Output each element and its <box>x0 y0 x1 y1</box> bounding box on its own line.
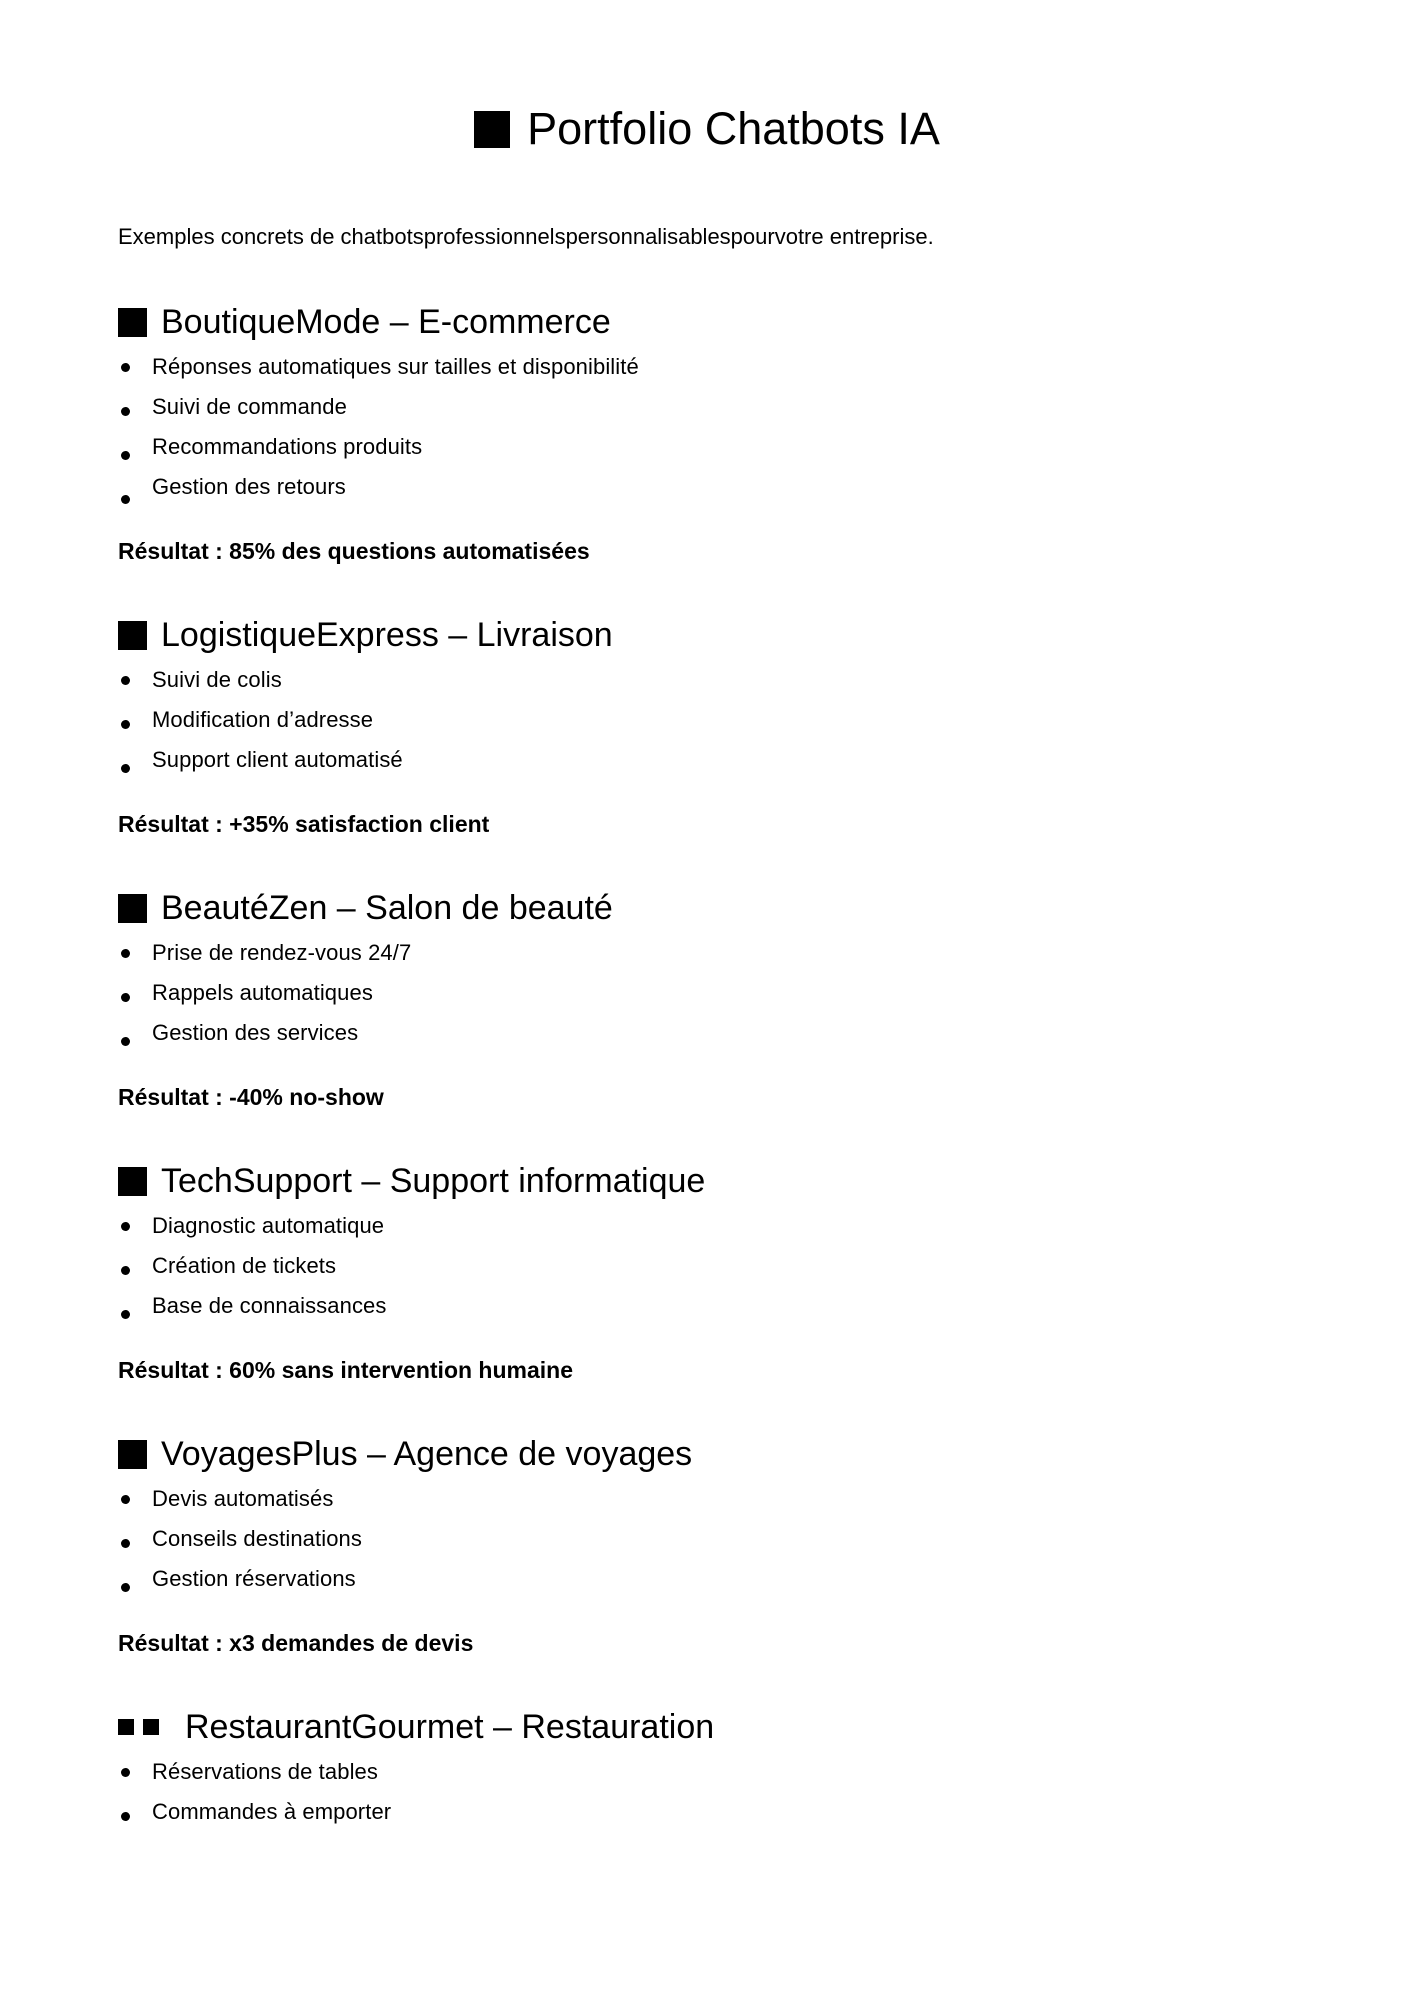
section-result: Résultat : 85% des questions automatisées <box>118 538 590 564</box>
bullet-item: Prise de rendez-vous 24/7 <box>118 941 1296 964</box>
section-marker <box>118 308 147 337</box>
section-result: Résultat : 60% sans intervention humaine <box>118 1357 574 1383</box>
square-icon <box>118 894 147 923</box>
portfolio-section <box>118 1708 1296 1823</box>
bullet-item: Recommandations produits <box>118 435 1296 458</box>
section-heading-text: VoyagesPlus – Agence de voyages <box>161 1435 693 1473</box>
bullet-item: Base de connaissances <box>118 1294 1296 1317</box>
bullet-item: Diagnostic automatique <box>118 1214 1296 1237</box>
portfolio-section <box>118 889 1296 1110</box>
section-bullet-list <box>118 355 1296 498</box>
section-marker <box>118 1167 147 1196</box>
bullet-item: Réservations de tables <box>118 1760 1296 1783</box>
bullet-item: Devis automatisés <box>118 1487 1296 1510</box>
bullet-item: Suivi de commande <box>118 395 1296 418</box>
page-title <box>118 0 1296 155</box>
section-result: Résultat : -40% no-show <box>118 1084 384 1110</box>
section-bullet-list <box>118 1487 1296 1590</box>
section-marker <box>118 1440 147 1469</box>
bullet-item: Gestion des services <box>118 1021 1296 1044</box>
portfolio-section <box>118 616 1296 837</box>
section-heading <box>118 1162 1296 1200</box>
bullet-item: Modification d’adresse <box>118 708 1296 731</box>
section-marker <box>118 621 147 650</box>
section-heading-text: TechSupport – Support informatique <box>161 1162 706 1200</box>
section-marker <box>118 1719 159 1735</box>
square-icon <box>118 1167 147 1196</box>
section-heading-text: RestaurantGourmet – Restauration <box>185 1708 715 1746</box>
square-icon <box>118 308 147 337</box>
section-heading-text: BeautéZen – Salon de beauté <box>161 889 613 927</box>
bullet-item: Conseils destinations <box>118 1527 1296 1550</box>
section-heading-text: BoutiqueMode – E-commerce <box>161 303 611 341</box>
bullet-item: Commandes à emporter <box>118 1800 1296 1823</box>
section-heading <box>118 889 1296 927</box>
bullet-item: Création de tickets <box>118 1254 1296 1277</box>
section-bullet-list <box>118 941 1296 1044</box>
bullet-item: Support client automatisé <box>118 748 1296 771</box>
square-icon <box>118 621 147 650</box>
small-square-icon <box>118 1719 134 1735</box>
bullet-item: Gestion des retours <box>118 475 1296 498</box>
page-title-text: Portfolio Chatbots IA <box>527 103 940 154</box>
bullet-item: Gestion réservations <box>118 1567 1296 1590</box>
page-subtitle: Exemples concrets de chatbotsprofessionnelspersonnalisablespourvotre entreprise. <box>118 224 934 249</box>
section-heading <box>118 616 1296 654</box>
section-heading <box>118 1708 1296 1746</box>
portfolio-section <box>118 1162 1296 1383</box>
square-icon <box>474 111 510 148</box>
square-icon <box>118 1440 147 1469</box>
bullet-item: Réponses automatiques sur tailles et disponibilité <box>118 355 1296 378</box>
sections-container <box>118 303 1296 1823</box>
bullet-item: Rappels automatiques <box>118 981 1296 1004</box>
section-bullet-list <box>118 1214 1296 1317</box>
portfolio-section <box>118 303 1296 564</box>
small-square-icon <box>143 1719 159 1735</box>
section-bullet-list <box>118 1760 1296 1823</box>
section-bullet-list <box>118 668 1296 771</box>
section-heading <box>118 1435 1296 1473</box>
section-heading <box>118 303 1296 341</box>
section-result: Résultat : +35% satisfaction client <box>118 811 490 837</box>
portfolio-section <box>118 1435 1296 1656</box>
bullet-item: Suivi de colis <box>118 668 1296 691</box>
section-heading-text: LogistiqueExpress – Livraison <box>161 616 613 654</box>
section-marker <box>118 894 147 923</box>
section-result: Résultat : x3 demandes de devis <box>118 1630 474 1656</box>
